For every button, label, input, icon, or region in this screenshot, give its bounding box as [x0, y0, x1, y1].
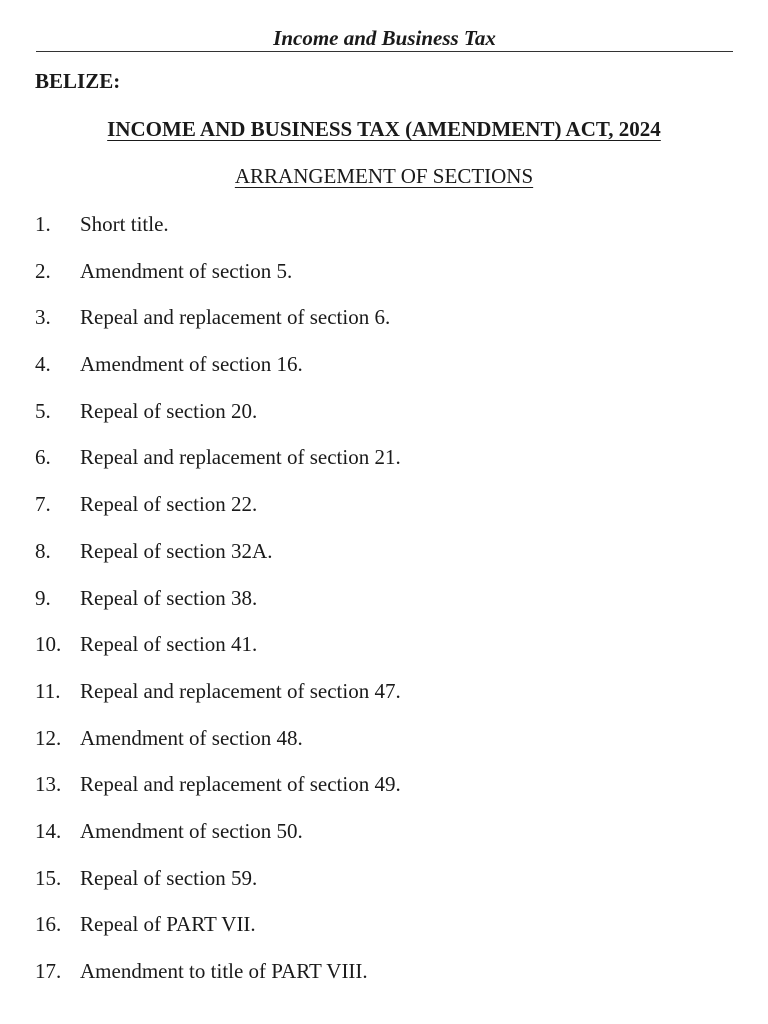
section-number: 2. [35, 258, 51, 283]
section-title: Repeal and replacement of section 49. [80, 772, 401, 797]
section-title: Repeal of section 38. [80, 585, 258, 610]
section-number: 11. [35, 678, 61, 703]
sections-list [0, 210, 768, 1004]
act-title-text: INCOME AND BUSINESS TAX (AMENDMENT) ACT, 2024 [107, 117, 661, 141]
section-title: Amendment of section 50. [80, 818, 303, 843]
section-title: Repeal and replacement of section 6. [80, 305, 391, 330]
section-number: 4. [35, 352, 51, 377]
section-list-item [0, 303, 768, 350]
section-title: Repeal of section 32A. [80, 538, 273, 563]
running-header: Income and Business Tax [36, 25, 733, 52]
section-number: 5. [35, 398, 51, 423]
section-title: Repeal of PART VII. [80, 912, 256, 937]
section-number: 13. [35, 772, 62, 797]
section-list-item [0, 864, 768, 911]
section-title: Amendment to title of PART VIII. [80, 959, 368, 983]
arrangement-heading [0, 163, 768, 189]
act-title [0, 116, 768, 142]
section-number: 7. [35, 492, 51, 517]
section-number: 17. [35, 959, 62, 983]
section-list-item [0, 443, 768, 490]
section-list-item [0, 397, 768, 444]
section-list-item [0, 910, 768, 957]
section-title: Repeal of section 22. [80, 492, 258, 517]
section-title: Amendment of section 5. [80, 258, 293, 283]
section-list-item [0, 490, 768, 537]
section-number: 9. [35, 585, 51, 610]
section-number: 15. [35, 865, 62, 890]
section-list-item [0, 350, 768, 397]
section-list-item [0, 537, 768, 584]
jurisdiction-label: BELIZE: [35, 69, 121, 93]
section-title: Repeal of section 59. [80, 865, 258, 890]
section-title: Repeal and replacement of section 21. [80, 445, 401, 470]
section-list-item [0, 630, 768, 677]
section-list-item [0, 257, 768, 304]
section-title: Repeal and replacement of section 47. [80, 678, 401, 703]
section-number: 6. [35, 445, 51, 470]
section-title: Short title. [80, 212, 169, 236]
section-title: Amendment of section 48. [80, 725, 303, 750]
section-number: 12. [35, 725, 62, 750]
section-list-item [0, 677, 768, 724]
section-list-item [0, 210, 768, 257]
section-title: Amendment of section 16. [80, 352, 303, 377]
section-number: 1. [35, 212, 51, 236]
section-list-item [0, 724, 768, 771]
section-list-item [0, 770, 768, 817]
section-number: 10. [35, 632, 62, 657]
section-number: 3. [35, 305, 51, 330]
section-list-item [0, 957, 768, 1004]
section-number: 14. [35, 818, 62, 843]
section-number: 8. [35, 538, 51, 563]
section-title: Repeal of section 41. [80, 632, 258, 657]
section-list-item [0, 584, 768, 631]
section-title: Repeal of section 20. [80, 398, 258, 423]
section-number: 16. [35, 912, 62, 937]
arrangement-heading-text: ARRANGEMENT OF SECTIONS [234, 164, 534, 188]
section-list-item [0, 817, 768, 864]
